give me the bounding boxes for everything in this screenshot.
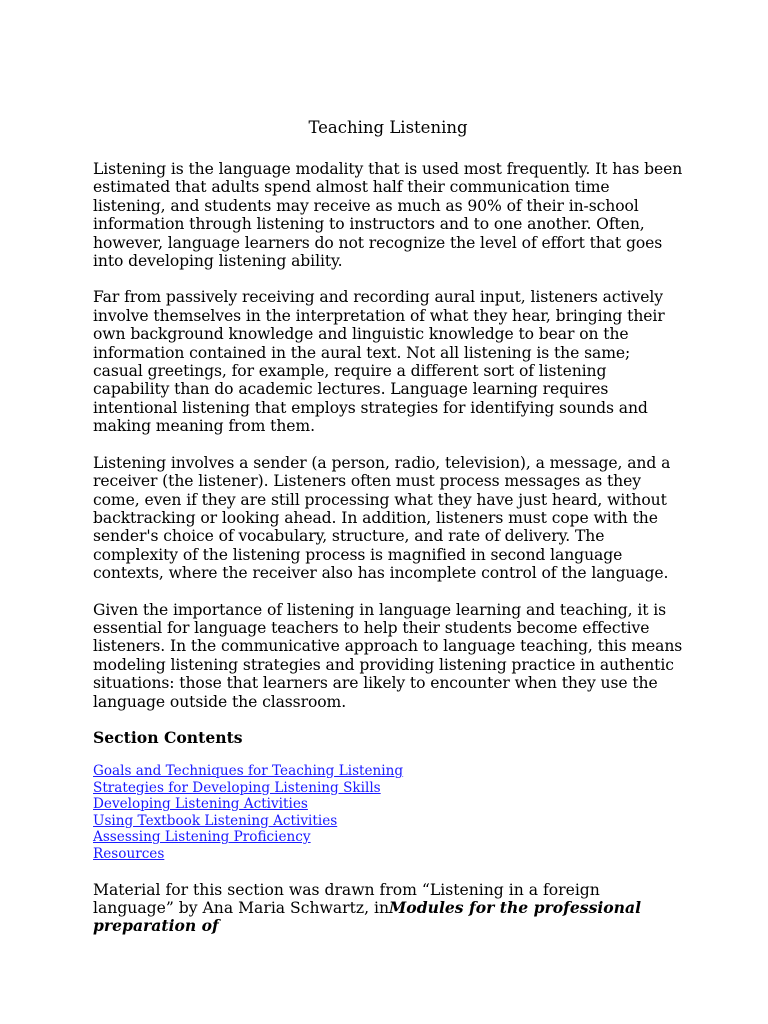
credit-text: Material for this section was drawn from “Listening in a foreign language” by Ana Maria Schwartz, in: [93, 880, 600, 917]
link-assessing-proficiency[interactable]: Assessing Listening Proficiency: [93, 829, 311, 846]
paragraph-2: Far from passively receiving and recording aural input, listeners actively involve themselves in the interpretation of what they hear, bringing their own background knowledge and linguistic knowledge to bear on the information contained in the aural text. Not all listening is the same; casual greetings, for example, require a different sort of listening capability than do academic lectures. Language learning requires intentional listening that employs strategies for identifying sounds and making meaning from them.: [93, 288, 665, 436]
link-strategies[interactable]: Strategies for Developing Listening Skills: [93, 779, 381, 796]
paragraph-1: Listening is the language modality that is used most frequently. It has been estimated that adults spend almost half their communication time listening, and students may receive as much as 90% of their in-school information through listening to instructors and to one another. Often, however, language learners do not recognize the level of effort that goes into developing listening ability.: [93, 160, 683, 271]
list-item: [93, 763, 683, 780]
link-textbook-activities[interactable]: Using Textbook Listening Activities: [93, 812, 338, 829]
page-title: Teaching Listening: [308, 118, 468, 137]
list-item: [93, 846, 683, 863]
section-contents-list: [93, 763, 683, 863]
credit-italic-title: Modules for the professional preparation of: [93, 897, 642, 936]
list-item: [93, 780, 683, 797]
link-goals-techniques[interactable]: Goals and Techniques for Teaching Listening: [93, 762, 404, 779]
paragraph-4: Given the importance of listening in language learning and teaching, it is essential for language teachers to help their students become effective listeners. In the communicative approach to language teaching, this means modeling listening strategies and providing listening practice in authentic situations: those that learners are likely to encounter when they use the language outside the classroom.: [93, 600, 683, 711]
paragraph-3: Listening involves a sender (a person, radio, television), a message, and a receiver (the listener). Listeners often must process messages as they come, even if they are still processing what they have just heard, without backtracking or looking ahead. In addition, listeners must cope with the sender's choice of vocabulary, structure, and rate of delivery. The complexity of the listening process is magnified in second language contexts, where the receiver also has incomplete control of the language.: [93, 453, 671, 583]
list-item: [93, 813, 683, 830]
link-developing-activities[interactable]: Developing Listening Activities: [93, 796, 308, 813]
list-item: [93, 829, 683, 846]
link-resources[interactable]: Resources: [93, 845, 165, 862]
list-item: [93, 796, 683, 813]
section-contents-heading: Section Contents: [93, 727, 243, 747]
document-page: [93, 118, 683, 936]
credit-paragraph: [93, 881, 683, 936]
